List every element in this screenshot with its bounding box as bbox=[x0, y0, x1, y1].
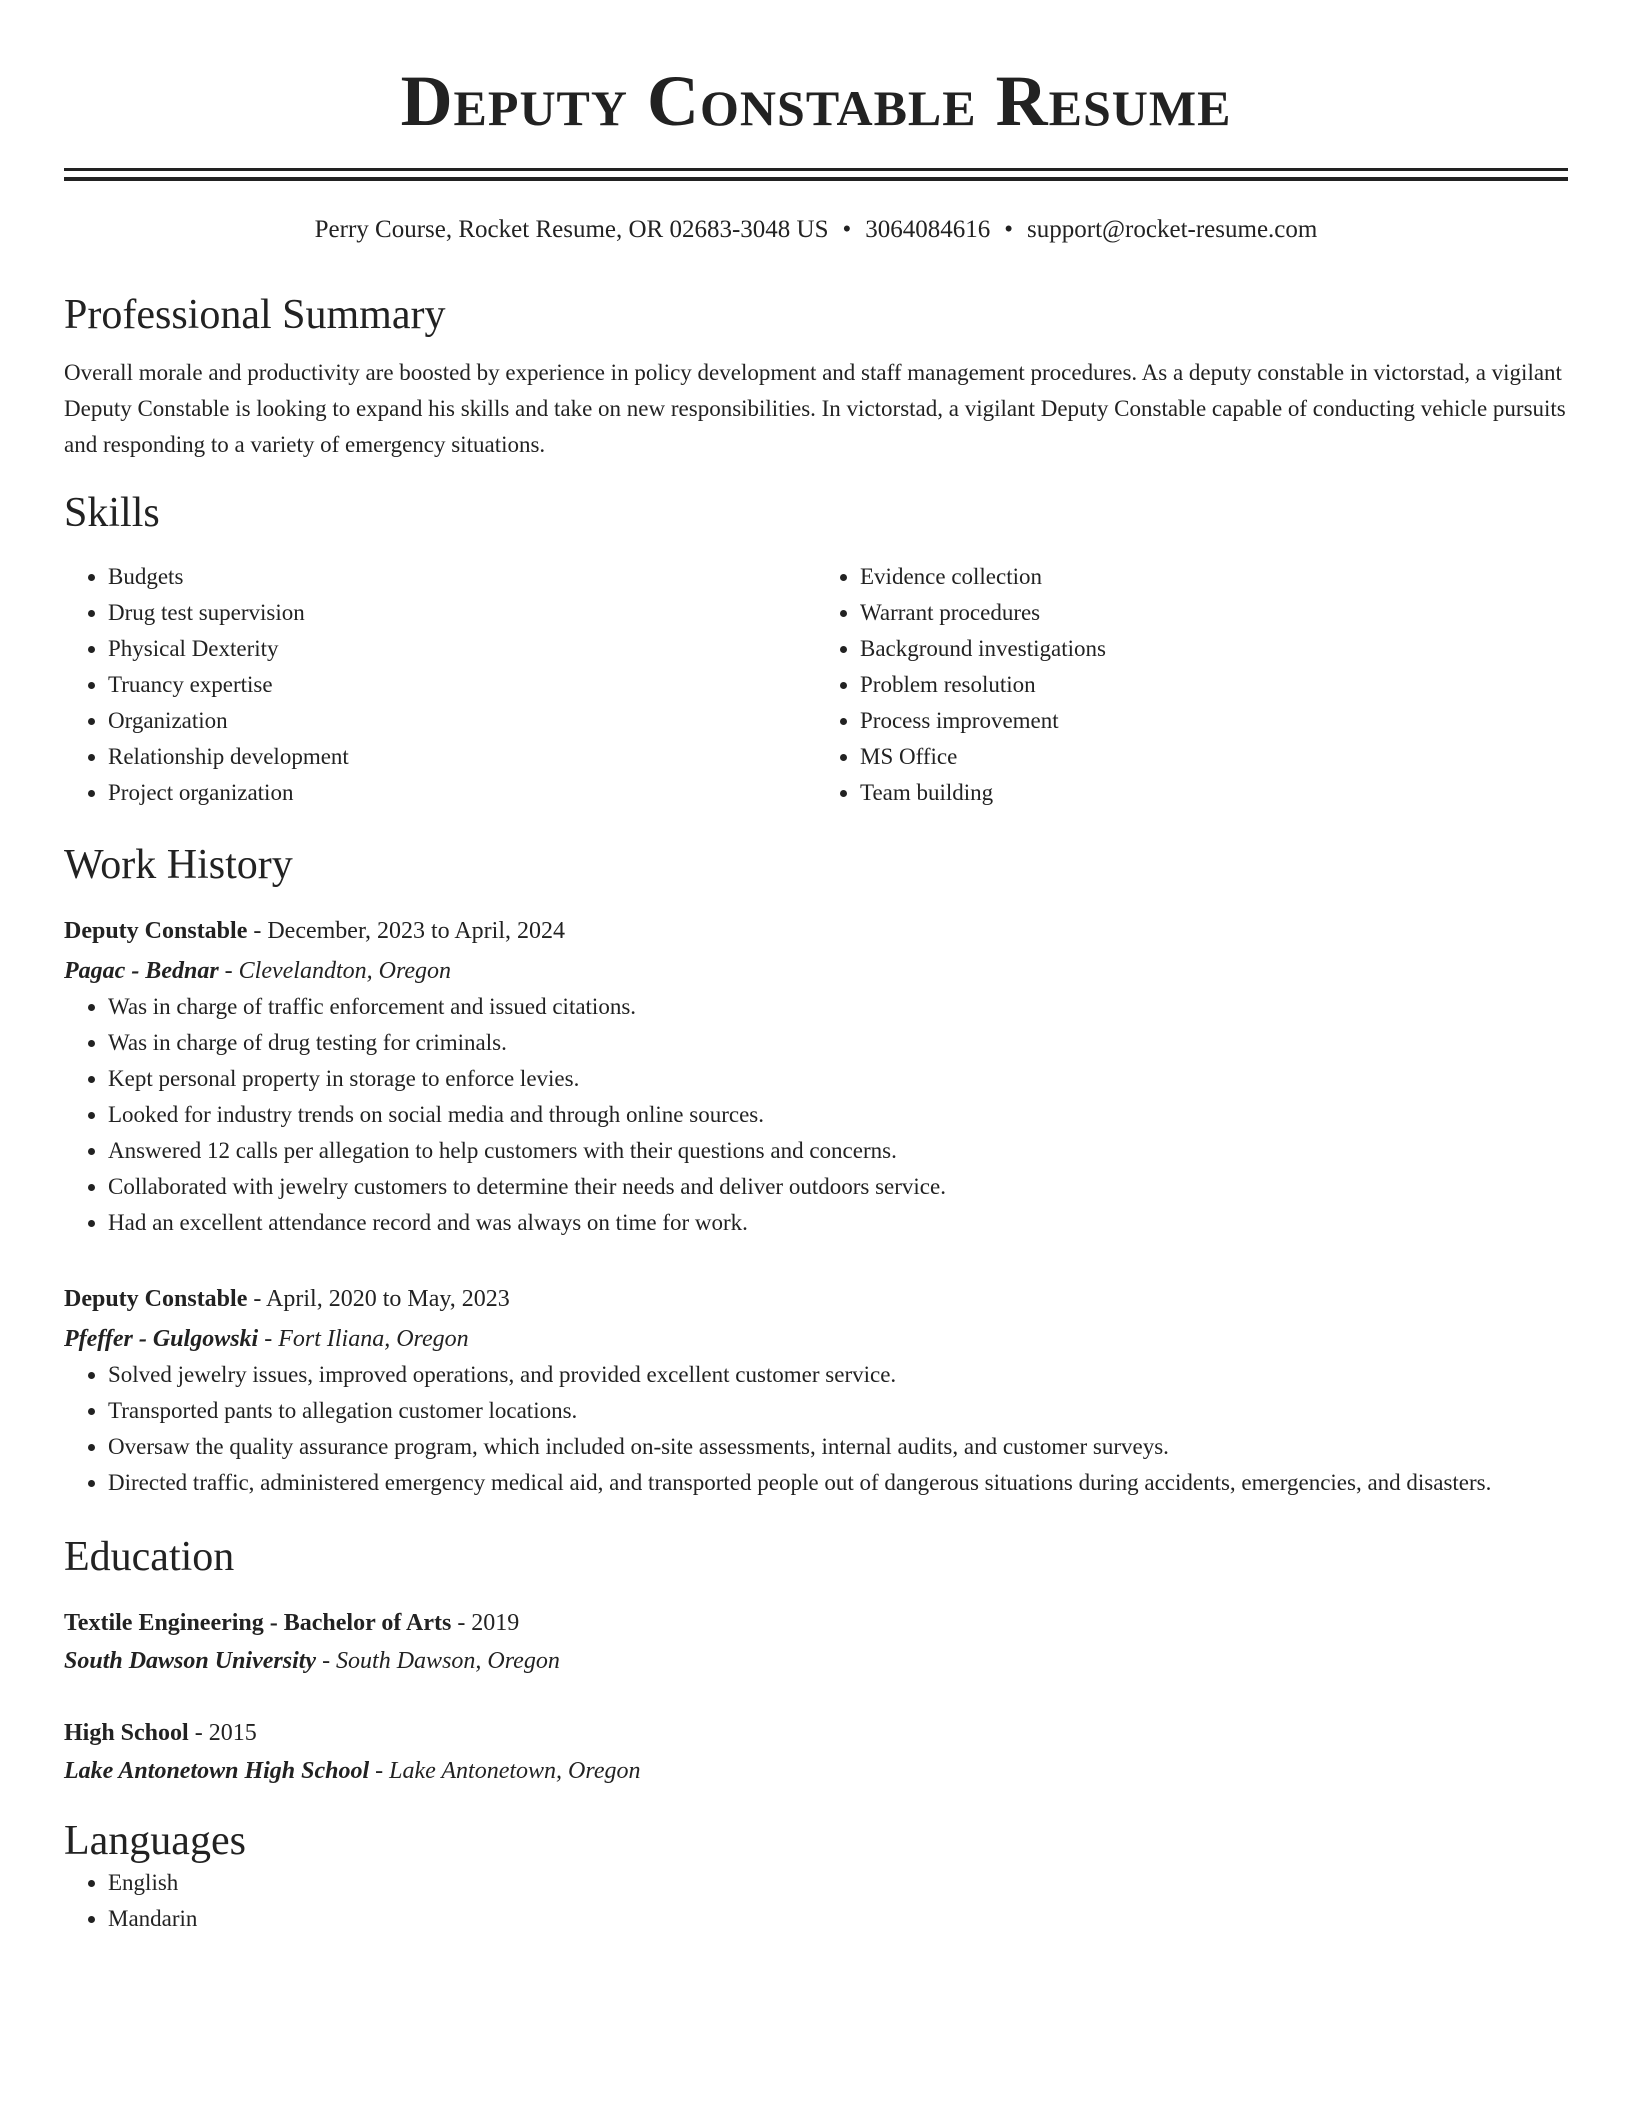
summary-text: Overall morale and productivity are boosted by experience in policy development and staff management procedures. As a deputy constable in victorstad, a vigilant Deputy Constable is looking to expand his skills and take on new responsibilities. In victorstad, a vigilant Deputy Constable capable of conducting vehicle pursuits and responding to a variety of emergency situations. bbox=[64, 360, 1566, 457]
language-item: • English bbox=[108, 1865, 1568, 1901]
job-entry bbox=[64, 913, 1568, 1241]
language-item: • Mandarin bbox=[108, 1901, 1568, 1937]
skill-item: • Relationship development bbox=[108, 739, 816, 775]
job-company-line bbox=[64, 953, 1568, 989]
education-school: Lake Antonetown High School bbox=[64, 1758, 370, 1784]
contact-separator: • bbox=[842, 216, 852, 243]
job-duty: • Kept personal property in storage to enforce levies. bbox=[108, 1061, 1568, 1097]
job-company: Pfeffer - Gulgowski bbox=[64, 1326, 259, 1352]
skills-column-right bbox=[816, 559, 1568, 811]
skill-item: • Drug test supervision bbox=[108, 595, 816, 631]
education-school-line bbox=[64, 1643, 1568, 1679]
job-title-line bbox=[64, 913, 1568, 949]
contact-line bbox=[64, 215, 1568, 245]
job-duties-list bbox=[64, 989, 1568, 1241]
job-company-line bbox=[64, 1321, 1568, 1357]
skills-column-left bbox=[64, 559, 816, 811]
job-duty: • Collaborated with jewelry customers to determine their needs and deliver outdoors service. bbox=[108, 1169, 1568, 1205]
job-title: Deputy Constable bbox=[64, 918, 248, 944]
job-location: - Fort Iliana, Oregon bbox=[258, 1326, 469, 1352]
skill-item: • Project organization bbox=[108, 775, 816, 811]
job-duty: • Was in charge of drug testing for criminals. bbox=[108, 1025, 1568, 1061]
job-dates: - December, 2023 to April, 2024 bbox=[247, 918, 565, 944]
job-duty: • Transported pants to allegation customer locations. bbox=[108, 1393, 1568, 1429]
skill-item: • MS Office bbox=[860, 739, 1568, 775]
resume-title: Deputy Constable Resume bbox=[400, 61, 1232, 141]
languages-list bbox=[64, 1865, 1568, 1937]
education-location: - South Dawson, Oregon bbox=[316, 1648, 560, 1674]
job-company: Pagac - Bednar bbox=[64, 958, 219, 984]
job-duties-list bbox=[64, 1357, 1568, 1501]
education-school: South Dawson University bbox=[64, 1648, 317, 1674]
job-duty: • Looked for industry trends on social media and through online sources. bbox=[108, 1097, 1568, 1133]
languages-heading: Languages bbox=[64, 1818, 246, 1864]
contact-address: Perry Course, Rocket Resume, OR 02683-3048 US bbox=[314, 216, 829, 243]
education-entry bbox=[64, 1715, 1568, 1789]
skill-item: • Truancy expertise bbox=[108, 667, 816, 703]
education-year: - 2019 bbox=[451, 1610, 520, 1636]
skills-list bbox=[64, 559, 1568, 811]
contact-phone: 3064084616 bbox=[865, 216, 991, 243]
job-duty: • Had an excellent attendance record and was always on time for work. bbox=[108, 1205, 1568, 1241]
skill-item: • Evidence collection bbox=[860, 559, 1568, 595]
job-location: - Clevelandton, Oregon bbox=[218, 958, 452, 984]
job-dates: - April, 2020 to May, 2023 bbox=[247, 1286, 510, 1312]
skill-item: • Organization bbox=[108, 703, 816, 739]
job-duty: • Oversaw the quality assurance program, which included on-site assessments, internal audits, and customer surveys. bbox=[108, 1429, 1568, 1465]
job-title: Deputy Constable bbox=[64, 1286, 248, 1312]
education-year: - 2015 bbox=[188, 1720, 257, 1746]
skill-item: • Problem resolution bbox=[860, 667, 1568, 703]
skills-heading: Skills bbox=[64, 490, 160, 536]
job-duty: • Was in charge of traffic enforcement and issued citations. bbox=[108, 989, 1568, 1025]
title-rule-top bbox=[64, 168, 1568, 171]
job-entry bbox=[64, 1281, 1568, 1501]
summary-heading: Professional Summary bbox=[64, 292, 446, 338]
education-school-line bbox=[64, 1753, 1568, 1789]
job-duty: • Solved jewelry issues, improved operations, and provided excellent customer service. bbox=[108, 1357, 1568, 1393]
skill-item: • Warrant procedures bbox=[860, 595, 1568, 631]
education-location: - Lake Antonetown, Oregon bbox=[369, 1758, 641, 1784]
skill-item: • Physical Dexterity bbox=[108, 631, 816, 667]
education-degree: Textile Engineering - Bachelor of Arts bbox=[64, 1610, 452, 1636]
education-degree: High School bbox=[64, 1720, 189, 1746]
education-entry bbox=[64, 1605, 1568, 1679]
job-duty: • Directed traffic, administered emergency medical aid, and transported people out of dangerous situations during accidents, emergencies, and disasters. bbox=[108, 1465, 1568, 1501]
contact-separator: • bbox=[1004, 216, 1014, 243]
title-rule-bottom bbox=[64, 177, 1568, 181]
job-title-line bbox=[64, 1281, 1568, 1317]
work-history-heading: Work History bbox=[64, 842, 293, 888]
skill-item: • Process improvement bbox=[860, 703, 1568, 739]
education-degree-line bbox=[64, 1605, 1568, 1641]
skill-item: • Background investigations bbox=[860, 631, 1568, 667]
skill-item: • Budgets bbox=[108, 559, 816, 595]
skill-item: • Team building bbox=[860, 775, 1568, 811]
education-heading: Education bbox=[64, 1534, 235, 1580]
education-degree-line bbox=[64, 1715, 1568, 1751]
job-duty: • Answered 12 calls per allegation to help customers with their questions and concerns. bbox=[108, 1133, 1568, 1169]
contact-email: support@rocket-resume.com bbox=[1027, 216, 1318, 243]
